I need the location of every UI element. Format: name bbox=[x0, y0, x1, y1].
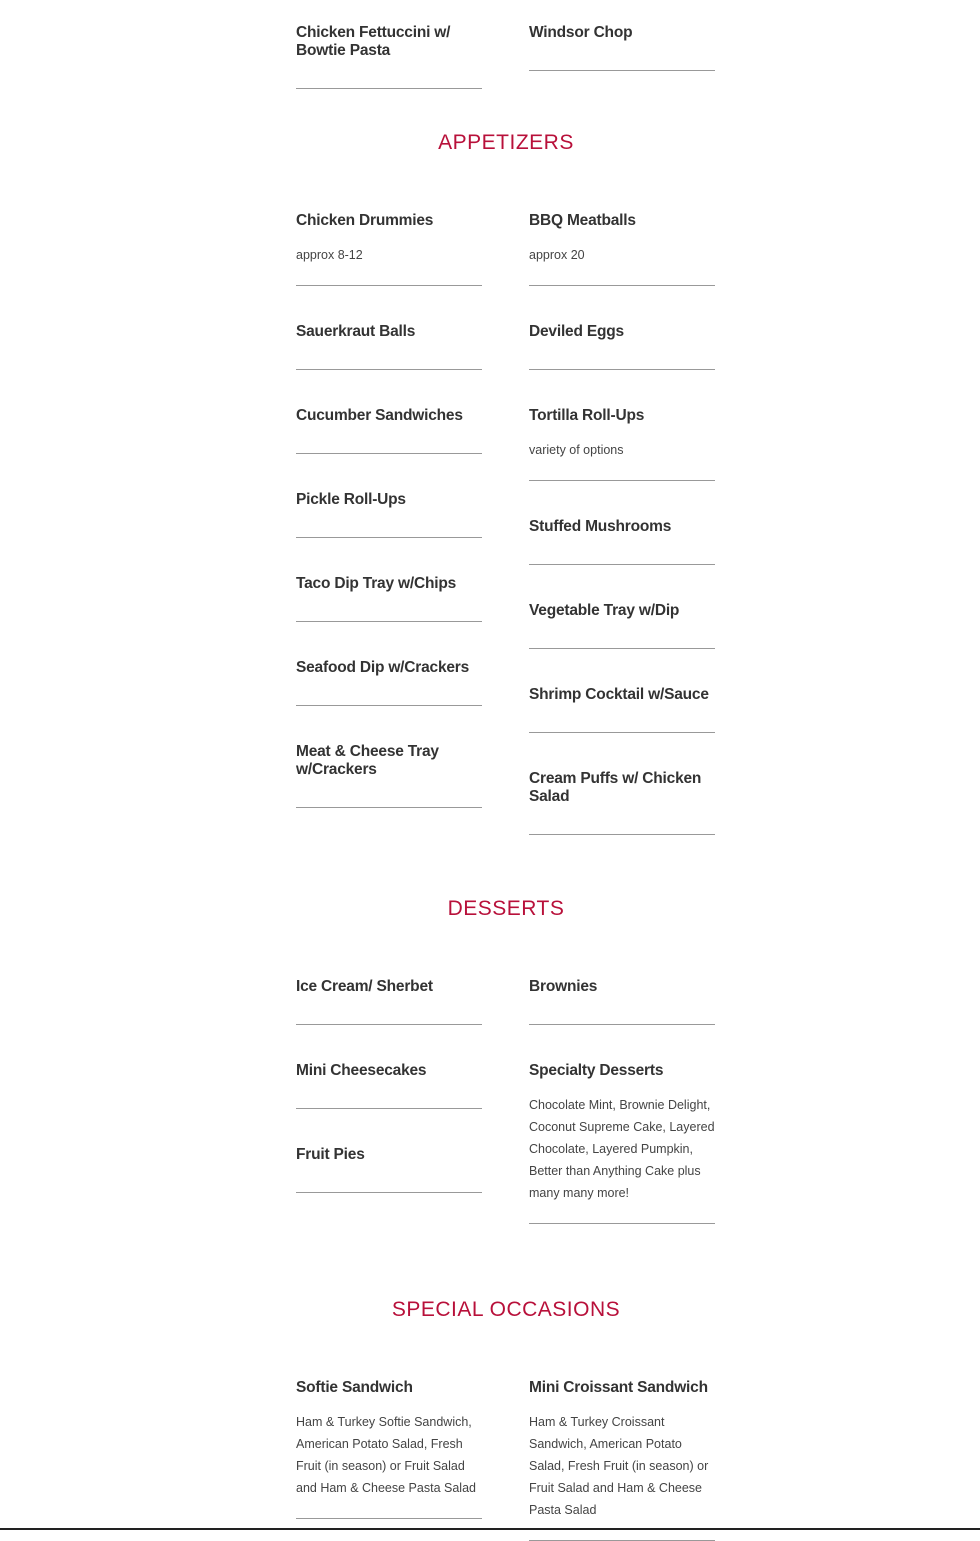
entrees-right-column bbox=[529, 24, 715, 71]
menu-item-name: Specialty Desserts bbox=[529, 1062, 664, 1079]
menu-item-name: Shrimp Cocktail w/Sauce bbox=[529, 686, 709, 703]
menu-item-pickle-roll-ups bbox=[296, 491, 482, 538]
menu-item-description: variety of options bbox=[529, 443, 624, 457]
menu-item-name: Meat & Cheese Tray w/Crackers bbox=[296, 743, 439, 778]
menu-item-name: BBQ Meatballs bbox=[529, 212, 636, 229]
menu-item-description: Ham & Turkey Softie Sandwich, American Potato Salad, Fresh Fruit (in season) or Fruit Salad and Ham & Cheese Pasta Salad bbox=[296, 1415, 476, 1495]
menu-item-ice-cream-sherbet bbox=[296, 978, 482, 1025]
menu-item-name: Seafood Dip w/Crackers bbox=[296, 659, 470, 676]
special-occasions-right-column bbox=[529, 1379, 715, 1541]
menu-item-cucumber-sandwiches bbox=[296, 407, 482, 454]
menu-item-name: Ice Cream/ Sherbet bbox=[296, 978, 433, 995]
menu-item-name: Mini Cheesecakes bbox=[296, 1062, 427, 1079]
menu-item-name: Sauerkraut Balls bbox=[296, 323, 416, 340]
menu-item-name: Brownies bbox=[529, 978, 598, 995]
menu-item-brownies bbox=[529, 978, 715, 1025]
appetizers-left-column bbox=[296, 212, 482, 808]
menu-item-specialty-desserts bbox=[529, 1062, 715, 1224]
bottom-divider bbox=[0, 1528, 980, 1530]
menu-item-bbq-meatballs bbox=[529, 212, 715, 286]
desserts-right-column bbox=[529, 978, 715, 1224]
menu-item-chicken-fettuccini-w-bowtie-pasta bbox=[296, 24, 482, 89]
menu-item-seafood-dip-w-crackers bbox=[296, 659, 482, 706]
menu-item-name: Pickle Roll-Ups bbox=[296, 491, 406, 508]
menu-item-cream-puffs-w-chicken-salad bbox=[529, 770, 715, 835]
menu-item-mini-cheesecakes bbox=[296, 1062, 482, 1109]
menu-item-stuffed-mushrooms bbox=[529, 518, 715, 565]
desserts-left-column bbox=[296, 978, 482, 1193]
menu-item-name: Fruit Pies bbox=[296, 1146, 365, 1163]
menu-item-deviled-eggs bbox=[529, 323, 715, 370]
menu-item-sauerkraut-balls bbox=[296, 323, 482, 370]
special-occasions-left-column bbox=[296, 1379, 482, 1519]
menu-item-description: approx 8-12 bbox=[296, 248, 363, 262]
menu-item-name: Cucumber Sandwiches bbox=[296, 407, 463, 424]
menu-item-name: Windsor Chop bbox=[529, 24, 633, 41]
menu-item-name: Taco Dip Tray w/Chips bbox=[296, 575, 457, 592]
menu-item-name: Deviled Eggs bbox=[529, 323, 624, 340]
menu-item-name: Cream Puffs w/ Chicken Salad bbox=[529, 770, 702, 805]
appetizers-heading: APPETIZERS bbox=[438, 131, 574, 154]
menu-item-tortilla-roll-ups bbox=[529, 407, 715, 481]
menu-item-taco-dip-tray-w-chips bbox=[296, 575, 482, 622]
menu-item-name: Chicken Fettuccini w/ Bowtie Pasta bbox=[296, 24, 451, 59]
special-occasions-heading: SPECIAL OCCASIONS bbox=[391, 1298, 621, 1321]
menu-item-name: Mini Croissant Sandwich bbox=[529, 1379, 708, 1396]
menu-item-shrimp-cocktail-w-sauce bbox=[529, 686, 715, 733]
menu-item-description: Ham & Turkey Croissant Sandwich, American Potato Salad, Fresh Fruit (in season) or Fruit Salad and Ham & Cheese Pasta Salad bbox=[529, 1415, 709, 1517]
menu-item-windsor-chop bbox=[529, 24, 715, 71]
desserts-heading: DESSERTS bbox=[447, 897, 565, 920]
menu-item-name: Vegetable Tray w/Dip bbox=[529, 602, 680, 619]
menu-item-meat-cheese-tray-w-crackers bbox=[296, 743, 482, 808]
menu-item-softie-sandwich bbox=[296, 1379, 482, 1519]
menu-item-name: Tortilla Roll-Ups bbox=[529, 407, 645, 424]
menu-item-name: Chicken Drummies bbox=[296, 212, 434, 229]
appetizers-right-column bbox=[529, 212, 715, 835]
menu-item-description: Chocolate Mint, Brownie Delight, Coconut Supreme Cake, Layered Chocolate, Layered Pumpkin, Better than Anything Cake plus many many more! bbox=[529, 1098, 715, 1200]
entrees-left-column bbox=[296, 24, 482, 89]
menu-item-mini-croissant-sandwich bbox=[529, 1379, 715, 1541]
menu-item-chicken-drummies bbox=[296, 212, 482, 286]
menu-item-fruit-pies bbox=[296, 1146, 482, 1193]
menu-item-vegetable-tray-w-dip bbox=[529, 602, 715, 649]
menu-item-name: Softie Sandwich bbox=[296, 1379, 413, 1396]
menu-item-description: approx 20 bbox=[529, 248, 585, 262]
menu-item-name: Stuffed Mushrooms bbox=[529, 518, 672, 535]
